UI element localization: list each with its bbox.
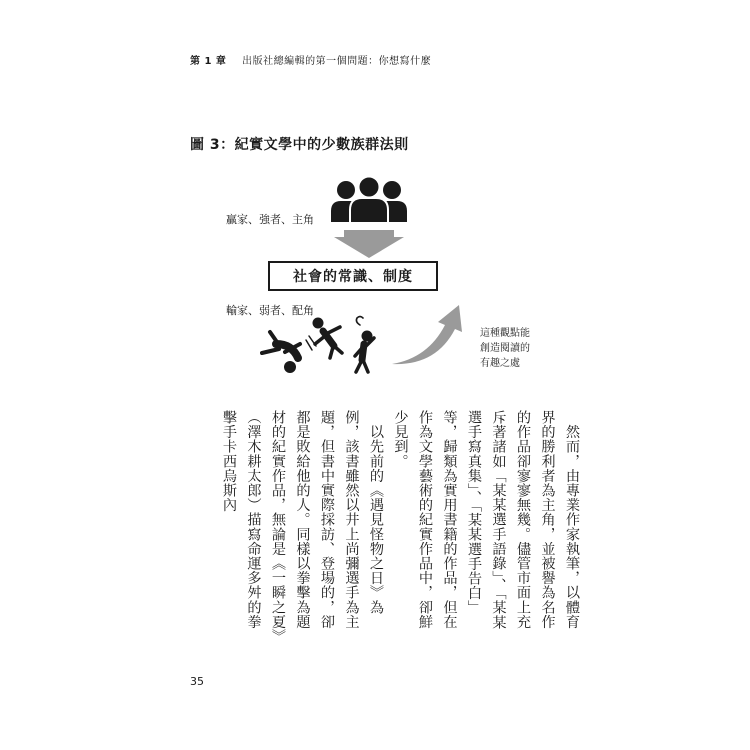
- note-line: 這種觀點能: [480, 328, 530, 339]
- body-text: [188, 410, 584, 638]
- center-box: 社會的常識、制度: [268, 261, 438, 291]
- falling-person-icon: [306, 318, 342, 359]
- winner-label: 贏家、強者、主角: [226, 213, 314, 226]
- note-line: 有趣之處: [480, 358, 520, 369]
- paragraph: 以先前的《遇見怪物之日》為例，該書雖然以井上尚彌選手為主題，但書中實際採訪、登場的，卻都是敗給他的人。同樣以拳擊為題材的紀實作品，無論是《一瞬之夏》（澤木耕太郎）描寫命運多舛的拳擊手卡西烏斯內: [221, 410, 384, 637]
- chapter-number: 第 1 章: [190, 56, 227, 67]
- note-line: 創造閱讀的: [480, 343, 530, 354]
- page-number: 35: [190, 675, 204, 688]
- loser-label: 輸家、弱者、配角: [226, 304, 314, 317]
- fallen-person-icon: [262, 332, 300, 373]
- curved-arrow-icon: [392, 305, 462, 364]
- down-arrow-icon: [334, 230, 404, 258]
- chapter-title: 出版社總編輯的第一個問題：你想寫什麼: [242, 56, 432, 67]
- stressed-person-icon: [355, 317, 374, 373]
- diagram-note: [480, 326, 530, 371]
- figure-title: 圖 3：紀實文學中的少數族群法則: [190, 137, 409, 153]
- group-of-people-icon: [331, 177, 407, 224]
- paragraph: 然而，由專業作家執筆，以體育界的勝利者為主角，並被譽為名作的作品卻寥寥無幾。儘管市面上充斥著諸如「某某選手語錄」、「某某選手寫真集」、「某某選手告白」等，歸類為實用書籍的作品，但在作為文學藝術的紀實作品中，卻鮮少見到。: [392, 410, 580, 630]
